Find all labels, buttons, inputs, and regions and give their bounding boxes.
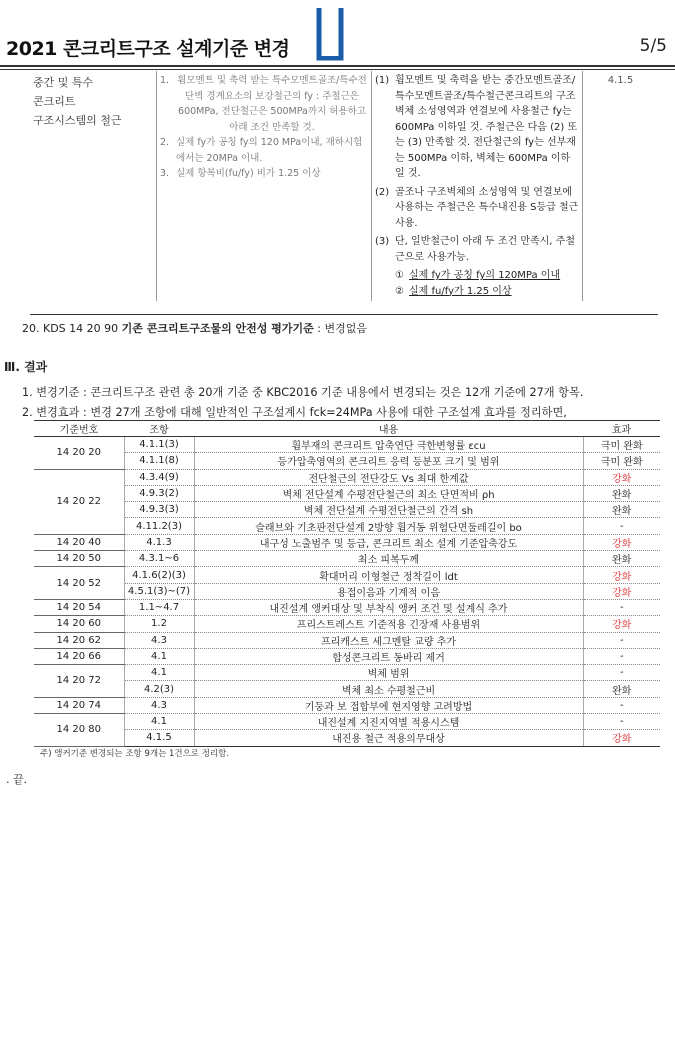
- clause-cell: 4.1: [124, 648, 194, 664]
- effect-cell: 완화: [583, 681, 660, 697]
- content-cell: 벽체 전단설계 수평전단철근의 최소 단면적비 ρh: [194, 485, 583, 501]
- list-number: (2): [375, 186, 390, 198]
- effect-cell: 완화: [583, 502, 660, 518]
- sub-number: ①: [395, 270, 404, 281]
- sub-condition: [375, 268, 579, 284]
- header-rule: [0, 65, 675, 67]
- clause-cell: 4.5.1(3)~(7): [124, 583, 194, 599]
- effect-cell: 강화: [583, 616, 660, 632]
- effect-cell: 강화: [583, 583, 660, 599]
- table-row: [34, 599, 660, 615]
- standard-code-cell: 14 20 72: [34, 665, 124, 698]
- comparison-table: [30, 71, 658, 301]
- content-cell: 내구성 노출범주 및 등급, 콘크리트 최소 설계 기준압축강도: [194, 534, 583, 550]
- summary-table: [34, 420, 660, 747]
- table-row: [34, 469, 660, 485]
- content-cell: 확대머리 이형철근 정착길이 ldt: [194, 567, 583, 583]
- effect-cell: -: [583, 697, 660, 713]
- content-cell: 내진설계 앵커대상 및 부착식 앵커 조건 및 설계식 추가: [194, 599, 583, 615]
- clause-cell: 4.1.1(8): [124, 453, 194, 469]
- item-20-title: 기존 콘크리트구조물의 안전성 평가기준: [121, 322, 314, 335]
- header-rule-thin: [0, 69, 675, 70]
- item-20-status: : 변경없음: [317, 322, 367, 335]
- result-item-2: 2. 변경효과 : 변경 27개 조항에 대해 일반적인 구조설계시 fck=24MPa 사용에 대한 구조설계 효과를 정리하면,: [22, 406, 567, 419]
- effect-cell: 강화: [583, 730, 660, 746]
- sub-condition: [375, 284, 579, 300]
- list-item: [375, 73, 579, 182]
- clause-cell: 4.1.6(2)(3): [124, 567, 194, 583]
- header-clause: 조항: [124, 421, 194, 437]
- table-row: [34, 518, 660, 534]
- item-title-line: 구조시스템의 철근: [33, 114, 122, 127]
- list-text: 골조나 구조벽체의 소성영역 및 연결보에 사용하는 주철근은 특수내진용 S등급 철근사용.: [395, 186, 579, 229]
- item-20: [22, 320, 367, 336]
- effect-cell: -: [583, 632, 660, 648]
- table-row: [34, 714, 660, 730]
- item-title-line: 콘크리트: [33, 95, 76, 108]
- content-cell: 내진용 철근 적용의무대상: [194, 730, 583, 746]
- standard-code-cell: 14 20 54: [34, 599, 124, 615]
- item-title-cell: [30, 71, 157, 301]
- old-standard-cell: [157, 71, 372, 301]
- item-20-code: 20. KDS 14 20 90: [22, 322, 119, 335]
- clause-cell: 4.9.3(3): [124, 502, 194, 518]
- content-cell: 프리캐스트 세그멘탈 교량 추가: [194, 632, 583, 648]
- table-bottom-rule: [30, 314, 658, 315]
- table-row: [34, 681, 660, 697]
- clause-cell: 4.3.1~6: [124, 551, 194, 567]
- old-standard-list: [160, 73, 368, 182]
- header-content: 내용: [194, 421, 583, 437]
- list-text: 휨모멘트 및 축력을 받는 중간모멘트골조/특수모멘트골조/특수철근콘크리트의 구조벽체 소성영역과 연결보에 사용철근 fy는 600MPa 이하일 것. 주철근은 다음 (2) 또는 (3) 만족할 것. 전단철근의 fy는 선부재는 500MPa 이하, 벽체는 600MPa 이하일 것.: [395, 75, 578, 179]
- content-cell: 기둥과 보 접합부에 현지영향 고려방법: [194, 697, 583, 713]
- table-row: [34, 551, 660, 567]
- sub-number: ②: [395, 285, 404, 297]
- list-number: 1.: [160, 75, 170, 86]
- standard-code-cell: 14 20 66: [34, 648, 124, 664]
- list-item: [375, 185, 579, 232]
- effect-cell: 강화: [583, 534, 660, 550]
- list-text: 실제 항복비(fu/fy) 비가 1.25 이상: [176, 168, 321, 179]
- table-row: [34, 616, 660, 632]
- list-number: (3): [375, 236, 390, 247]
- clause-cell: 4.1.5: [583, 71, 659, 301]
- result-item-1: 1. 변경기준 : 콘크리트구조 관련 총 20개 기준 중 KBC2016 기준 내용에서 변경되는 것은 12개 기준에 27개 항목.: [22, 386, 584, 399]
- list-number: 2.: [160, 137, 170, 148]
- effect-cell: 강화: [583, 567, 660, 583]
- effect-cell: 완화: [583, 551, 660, 567]
- table-row: [30, 71, 658, 301]
- clause-cell: 4.1.3: [124, 534, 194, 550]
- standard-code-cell: 14 20 80: [34, 714, 124, 747]
- table-row: [34, 453, 660, 469]
- effect-cell: 완화: [583, 485, 660, 501]
- list-text: 실제 fy가 공칭 fy의 120 MPa이내, 재하시험에서는 20MPa 이내.: [176, 137, 363, 164]
- table-row: [34, 583, 660, 599]
- effect-cell: -: [583, 599, 660, 615]
- table-row: [34, 648, 660, 664]
- content-cell: 전단철근의 전단강도 Vs 최대 한계값: [194, 469, 583, 485]
- list-item: [160, 73, 368, 135]
- sub-text: 실제 fy가 공칭 fy의 120MPa 이내: [409, 270, 561, 281]
- clause-cell: 4.1.5: [124, 730, 194, 746]
- list-text: 휨모멘트 및 축력 받는 특수모멘트골조/특수전단벽 경계요소의 보강철근의 fy : 주철근은 600MPa, 전단철근은 500MPa까지 허용하고 아래 조건 만족할 것.: [177, 75, 367, 133]
- effect-cell: 강화: [583, 469, 660, 485]
- clause-cell: 4.3.4(9): [124, 469, 194, 485]
- list-text: 단, 일반철근이 아래 두 조건 만족시, 주철근으로 사용가능.: [395, 236, 575, 263]
- clause-cell: 4.9.3(2): [124, 485, 194, 501]
- table-row: [34, 534, 660, 550]
- clause-cell: 1.1~4.7: [124, 599, 194, 615]
- standard-code-cell: 14 20 40: [34, 534, 124, 550]
- clause-cell: 1.2: [124, 616, 194, 632]
- content-cell: 합성콘크리트 동바리 제거: [194, 648, 583, 664]
- content-cell: 프리스트레스트 기준적용 긴장재 사용범위: [194, 616, 583, 632]
- list-item: [160, 135, 368, 166]
- page-header: [0, 0, 675, 64]
- clause-cell: 4.3: [124, 697, 194, 713]
- page-number: 5/5: [639, 36, 667, 56]
- clause-cell: 4.1: [124, 665, 194, 681]
- standard-code-cell: 14 20 22: [34, 469, 124, 534]
- table-row: [34, 632, 660, 648]
- content-cell: 내진설계 지진지역별 적용시스템: [194, 714, 583, 730]
- table-row: [34, 437, 660, 453]
- standard-code-cell: 14 20 62: [34, 632, 124, 648]
- effect-cell: -: [583, 714, 660, 730]
- clause-cell: 4.2(3): [124, 681, 194, 697]
- item-title-line: 중간 및 특수: [33, 76, 94, 89]
- header-code: 기준번호: [34, 421, 124, 437]
- header-effect: 효과: [583, 421, 660, 437]
- effect-cell: -: [583, 665, 660, 681]
- content-cell: 벽체 전단설계 수평전단철근의 간격 sh: [194, 502, 583, 518]
- clause-cell: 4.1: [124, 714, 194, 730]
- standard-code-cell: 14 20 20: [34, 437, 124, 470]
- end-mark: . 끝.: [6, 773, 28, 786]
- clause-cell: 4.1.1(3): [124, 437, 194, 453]
- content-cell: 슬래브와 기초판전단설계 2방향 휨거동 위험단면둘레길이 bo: [194, 518, 583, 534]
- standard-code-cell: 14 20 60: [34, 616, 124, 632]
- new-standard-cell: [372, 71, 583, 301]
- table-row: [34, 697, 660, 713]
- effect-cell: -: [583, 518, 660, 534]
- effect-cell: 극미 완화: [583, 453, 660, 469]
- content-cell: 벽체 범위: [194, 665, 583, 681]
- standard-code-cell: 14 20 74: [34, 697, 124, 713]
- effect-cell: 극미 완화: [583, 437, 660, 453]
- content-cell: 최소 피복두께: [194, 551, 583, 567]
- list-item: [160, 166, 368, 182]
- document-title: 2021 콘크리트구조 설계기준 변경: [6, 38, 290, 60]
- standard-code-cell: 14 20 50: [34, 551, 124, 567]
- table-note: 주) 앵커기준 변경되는 조항 9개는 1건으로 정리함.: [40, 749, 230, 759]
- table-header-row: [34, 421, 660, 437]
- list-number: (1): [375, 75, 390, 86]
- standard-code-cell: 14 20 52: [34, 567, 124, 600]
- table-row: [34, 485, 660, 501]
- content-cell: 휨부재의 콘크리트 압축연단 극한변형률 εcu: [194, 437, 583, 453]
- list-item: [375, 234, 579, 265]
- sub-text: 실제 fu/fy가 1.25 이상: [409, 285, 512, 297]
- clause-cell: 4.11.2(3): [124, 518, 194, 534]
- content-cell: 벽체 최소 수평철근비: [194, 681, 583, 697]
- clause-cell: 4.3: [124, 632, 194, 648]
- table-row: [34, 730, 660, 746]
- table-row: [34, 567, 660, 583]
- table-row: [34, 665, 660, 681]
- table-row: [34, 502, 660, 518]
- effect-cell: -: [583, 648, 660, 664]
- content-cell: 용접이음과 기계적 이음: [194, 583, 583, 599]
- section-heading: Ⅲ. 결과: [4, 360, 48, 374]
- logo-bracket-icon: [315, 4, 345, 62]
- list-number: 3.: [160, 168, 170, 179]
- content-cell: 등가압축영역의 콘크리트 응력 등분포 크기 및 범위: [194, 453, 583, 469]
- new-standard-list: [375, 73, 579, 265]
- summary-table-body: [34, 437, 660, 747]
